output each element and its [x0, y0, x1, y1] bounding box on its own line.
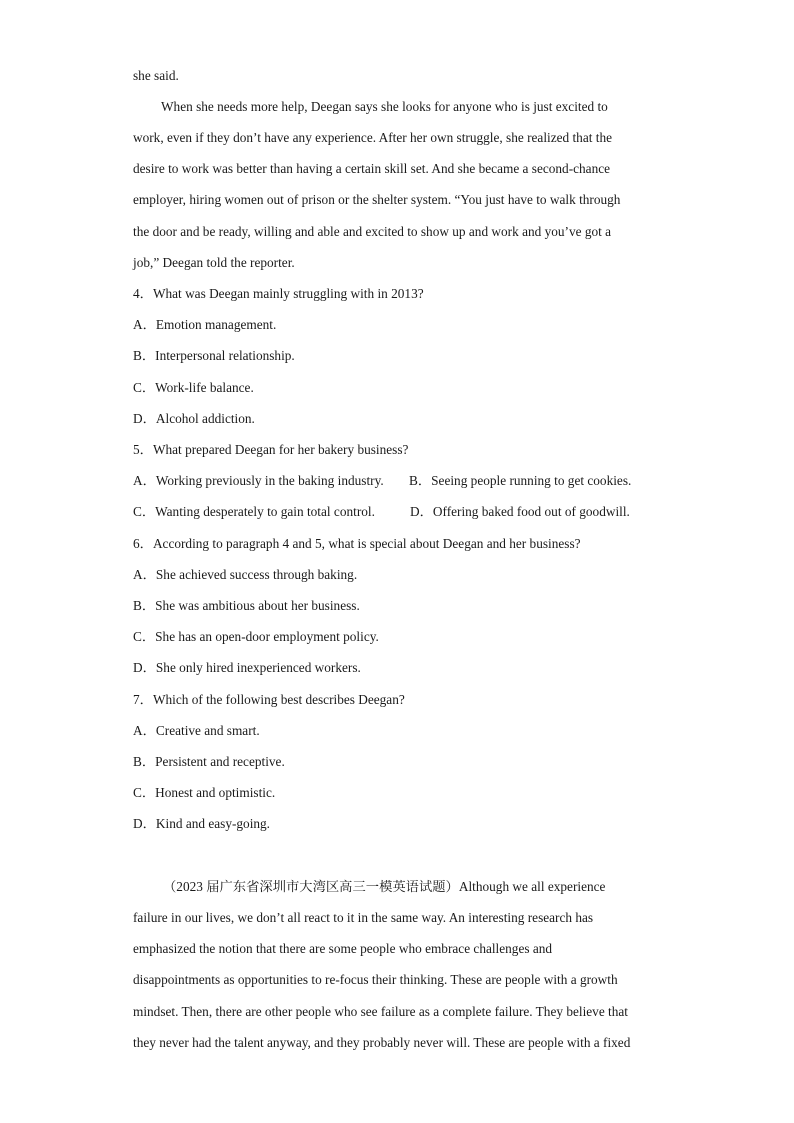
passage-line: they never had the talent anyway, and they probably never will. These are people with a fixed [133, 1035, 631, 1050]
answer-option: D．She only hired inexperienced workers. [133, 660, 361, 675]
answer-option: D．Alcohol addiction. [133, 411, 255, 426]
answer-option: C．She has an open-door employment policy. [133, 629, 379, 644]
passage-line: work, even if they don’t have any experience. After her own struggle, she realized that the [133, 130, 612, 145]
question-stem: 7．Which of the following best describes Deegan? [133, 692, 405, 707]
passage-line: When she needs more help, Deegan says she looks for anyone who is just excited to [161, 99, 608, 114]
answer-option: A．Emotion management. [133, 317, 277, 332]
passage-line: employer, hiring women out of prison or the shelter system. “You just have to walk through [133, 192, 621, 207]
passage-line: the door and be ready, willing and able and excited to show up and work and you’ve got a [133, 224, 612, 239]
answer-option: A．Working previously in the baking industry. [133, 473, 384, 488]
answer-option: A．Creative and smart. [133, 723, 260, 738]
answer-option: C．Wanting desperately to gain total control. [133, 504, 375, 519]
answer-option: C．Work-life balance. [133, 380, 254, 395]
answer-option: B．Seeing people running to get cookies. [409, 473, 632, 488]
passage-line: disappointments as opportunities to re-focus their thinking. These are people with a growth [133, 972, 618, 987]
question-stem: 4．What was Deegan mainly struggling with in 2013? [133, 286, 424, 301]
answer-option: D．Offering baked food out of goodwill. [410, 504, 630, 519]
passage-line: desire to work was better than having a certain skill set. And she became a second-chance [133, 161, 611, 176]
passage-line: mindset. Then, there are other people who see failure as a complete failure. They believe that [133, 1004, 628, 1019]
answer-option: B．She was ambitious about her business. [133, 598, 360, 613]
passage-line: failure in our lives, we don’t all react to it in the same way. An interesting research has [133, 910, 594, 925]
passage-line: job,” Deegan told the reporter. [133, 255, 295, 270]
answer-option: B．Interpersonal relationship. [133, 348, 295, 363]
question-stem: 5．What prepared Deegan for her bakery business? [133, 442, 409, 457]
answer-option: B．Persistent and receptive. [133, 754, 285, 769]
passage-line: she said. [133, 68, 179, 83]
passage-line: （2023 届广东省深圳市大湾区高三一模英语试题）Although we all experience [163, 879, 606, 894]
answer-option: A．She achieved success through baking. [133, 567, 358, 582]
answer-option: D．Kind and easy-going. [133, 816, 271, 831]
passage-line: emphasized the notion that there are some people who embrace challenges and [133, 941, 553, 956]
question-stem: 6．According to paragraph 4 and 5, what is special about Deegan and her business? [133, 536, 581, 551]
answer-option: C．Honest and optimistic. [133, 785, 276, 800]
